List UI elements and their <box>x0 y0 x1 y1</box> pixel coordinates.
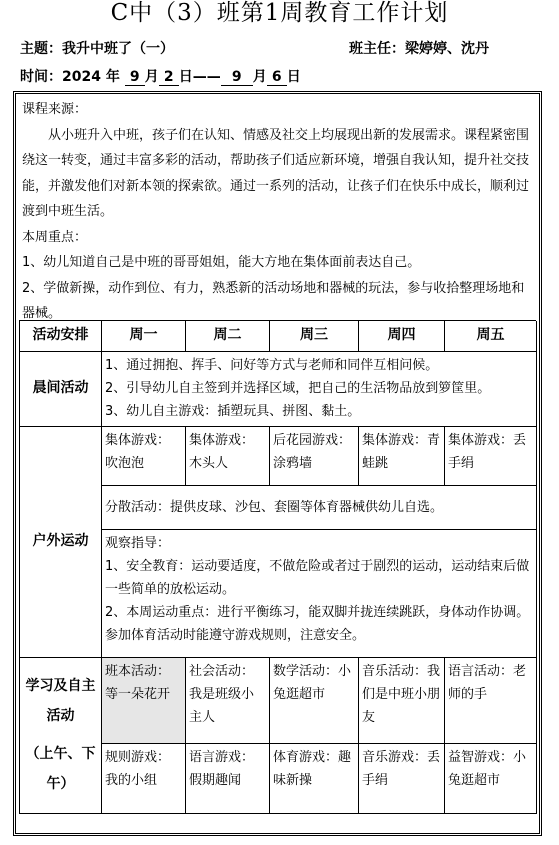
day-header: 周四 <box>359 321 445 351</box>
study-cell: 社会活动：我是班级小主人 <box>186 657 270 743</box>
study-cell: 音乐活动：我们是中班小朋友 <box>359 657 445 743</box>
start-month: 9 <box>125 69 145 86</box>
year: 2024 <box>62 69 101 85</box>
table-header-row <box>20 321 537 351</box>
study-cell: 数学活动：小兔逛超市 <box>270 657 359 743</box>
month-unit-2: 月 <box>252 69 267 85</box>
outdoor-games-row <box>20 426 537 485</box>
page-title: C中（3）班第1周教育工作计划 <box>110 0 449 26</box>
study-label: 学习及自主活动 <box>25 678 96 724</box>
outdoor-scatter: 分散活动：提供皮球、沙包、套圈等体育器械供幼儿自选。 <box>102 485 537 529</box>
schedule-table <box>19 321 537 814</box>
time-label: 时间： <box>20 69 62 85</box>
year-unit: 年 <box>105 69 120 85</box>
guide-item: 1、安全教育：运动要适度，不做危险或者过于剧烈的运动，运动结束后做一些简单的放松运动。 <box>105 558 530 597</box>
source-label: 课程来源： <box>22 102 88 117</box>
morning-row <box>20 351 537 426</box>
morning-item: 2、引导幼儿自主签到并选择区域，把自己的生活物品放到箩筐里。 <box>105 380 491 396</box>
study-row-1 <box>20 657 537 743</box>
outdoor-game-cell: 集体游戏：丢手绢 <box>445 426 537 485</box>
outdoor-game-cell: 集体游戏：青蛙跳 <box>359 426 445 485</box>
end-month: 9 <box>221 69 253 86</box>
teacher-line <box>349 38 489 58</box>
focus-item: 1、幼儿知道自己是中班的哥哥姐姐，能大方地在集体面前表达自己。 <box>22 255 421 270</box>
teacher-value: 梁婷婷、沈丹 <box>405 41 489 57</box>
morning-content <box>102 351 537 426</box>
end-day: 6 <box>267 69 287 86</box>
intro-section <box>19 97 536 321</box>
day-header: 周五 <box>445 321 537 351</box>
outdoor-label: 户外运动 <box>20 426 102 657</box>
outdoor-game-cell: 集体游戏：吹泡泡 <box>102 426 186 485</box>
plan-sheet <box>13 91 542 836</box>
focus-item: 2、学做新操，动作到位、有力，熟悉新的活动场地和器械的玩法，参与收拾整理场地和器械。 <box>22 280 525 321</box>
morning-item: 1、通过拥抱、挥手、问好等方式与老师和同伴互相问候。 <box>105 357 439 373</box>
day-header: 周一 <box>102 321 186 351</box>
source-text: 从小班升入中班，孩子们在认知、情感及社交上均展现出新的发展需求。课程紧密围绕这一转变，通过丰富多彩的活动，帮助孩子们适应新环境，增强自我认知，提升社交技能，并激发他们对新本领的探索欲。通过一系列的活动，让孩子们在快乐中成长，顺利过渡到中班生活。 <box>22 127 530 219</box>
study-time-label: （上午、下午） <box>25 746 96 792</box>
morning-item: 3、幼儿自主游戏：插塑玩具、拼图、黏土。 <box>105 403 361 419</box>
outdoor-guide <box>102 529 537 657</box>
outdoor-game-cell: 后花园游戏：涂鸦墙 <box>270 426 359 485</box>
study-cell: 语言活动：老师的手 <box>445 657 537 743</box>
outdoor-game-cell: 集体游戏：木头人 <box>186 426 270 485</box>
theme-label: 主题： <box>20 41 62 57</box>
study-cell: 音乐游戏：丢手绢 <box>359 743 445 813</box>
study-cell: 语言游戏：假期趣闻 <box>186 743 270 813</box>
day-unit-1: 日 <box>178 69 193 85</box>
teacher-label: 班主任： <box>349 41 405 57</box>
day-header: 周二 <box>186 321 270 351</box>
corner-cell: 活动安排 <box>20 321 102 351</box>
theme-line <box>20 38 174 58</box>
guide-item: 2、本周运动重点：进行平衡练习，能双脚并拢连续跳跃，身体动作协调。参加体育活动时能遵守游戏规则，注意安全。 <box>105 604 530 643</box>
study-cell: 益智游戏：小兔逛超市 <box>445 743 537 813</box>
study-cell: 规则游戏：我的小组 <box>102 743 186 813</box>
date-dash: —— <box>192 69 221 85</box>
guide-label: 观察指导： <box>105 535 171 551</box>
day-unit-2: 日 <box>286 69 301 85</box>
theme-value: 我升中班了（一） <box>62 41 174 57</box>
study-cell: 班本活动：等一朵花开 <box>102 657 186 743</box>
start-day: 2 <box>159 69 179 86</box>
focus-label: 本周重点： <box>22 229 88 245</box>
month-unit-1: 月 <box>144 69 159 85</box>
morning-label: 晨间活动 <box>20 351 102 426</box>
study-cell: 体育游戏：趣味新操 <box>270 743 359 813</box>
study-label-cell <box>20 657 102 813</box>
day-header: 周三 <box>270 321 359 351</box>
time-line <box>20 66 301 86</box>
